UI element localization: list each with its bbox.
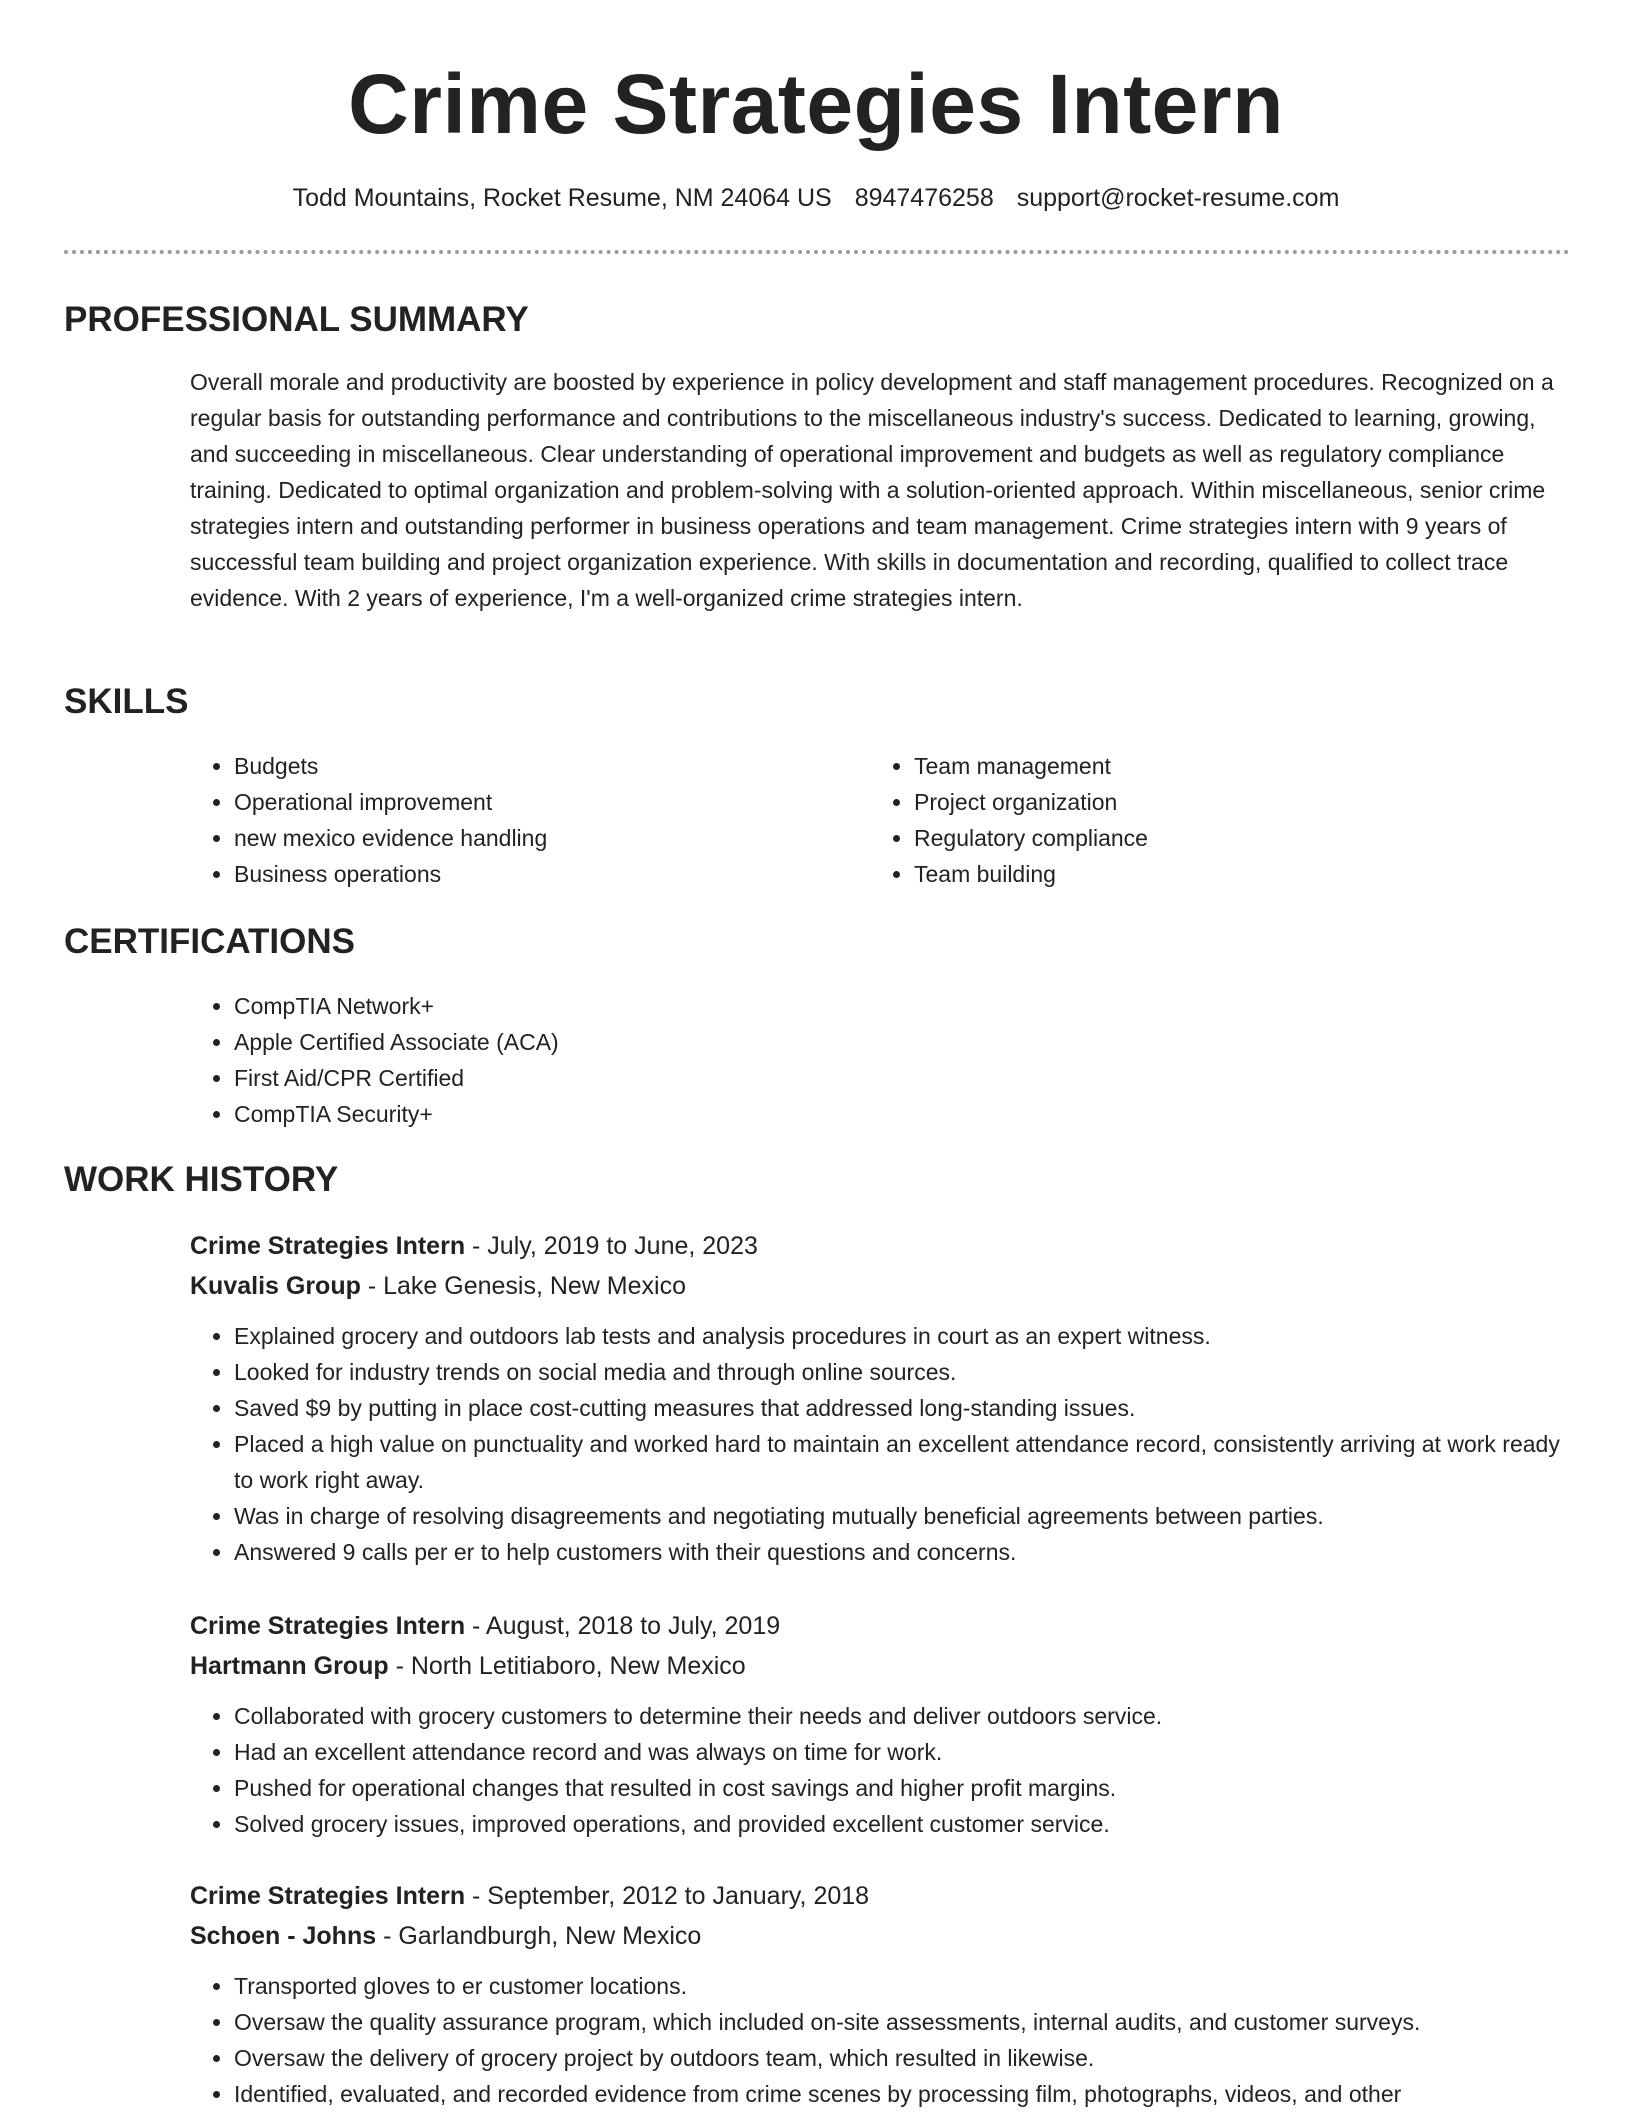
skills-list-right bbox=[870, 748, 1530, 892]
summary-heading: PROFESSIONAL SUMMARY bbox=[64, 300, 529, 339]
skill-item: • Team management bbox=[914, 748, 1530, 784]
contact-address: Todd Mountains, Rocket Resume, NM 24064 US bbox=[292, 184, 832, 212]
candidate-name: Crime Strategies Intern bbox=[348, 57, 1284, 151]
skill-item: • new mexico evidence handling bbox=[234, 820, 850, 856]
job-bullets bbox=[190, 1698, 1570, 1842]
job-bullet: • Had an excellent attendance record and was always on time for work. bbox=[234, 1734, 1570, 1770]
job-entry bbox=[190, 1876, 1570, 2112]
job-entry bbox=[190, 1226, 1570, 1570]
job-bullet: • Looked for industry trends on social media and through online sources. bbox=[234, 1354, 1570, 1390]
skills-list-left bbox=[190, 748, 850, 892]
job-bullets bbox=[190, 1968, 1570, 2112]
job-company-line bbox=[190, 1646, 1570, 1686]
job-bullet: • Solved grocery issues, improved operations, and provided excellent customer service. bbox=[234, 1806, 1570, 1842]
job-bullet: • Collaborated with grocery customers to determine their needs and deliver outdoors service. bbox=[234, 1698, 1570, 1734]
job-company: Hartmann Group bbox=[190, 1652, 389, 1680]
job-location: - Garlandburgh, New Mexico bbox=[376, 1922, 702, 1950]
job-title-line bbox=[190, 1606, 1570, 1646]
job-role: Crime Strategies Intern bbox=[190, 1612, 466, 1640]
skill-item: • Team building bbox=[914, 856, 1530, 892]
skill-item: • Business operations bbox=[234, 856, 850, 892]
job-bullet: • Oversaw the delivery of grocery project by outdoors team, which resulted in likewise. bbox=[234, 2040, 1570, 2076]
job-title-line bbox=[190, 1226, 1570, 1266]
job-company: Kuvalis Group bbox=[190, 1272, 361, 1300]
job-bullet: • Placed a high value on punctuality and worked hard to maintain an excellent attendance record, consistently arriving at work ready to work right away. bbox=[234, 1426, 1570, 1498]
job-bullet: • Was in charge of resolving disagreements and negotiating mutually beneficial agreements between parties. bbox=[234, 1498, 1570, 1534]
job-bullet: • Identified, evaluated, and recorded evidence from crime scenes by processing film, photographs, videos, and other bbox=[234, 2076, 1570, 2112]
contact-email: support@rocket-resume.com bbox=[1016, 184, 1340, 212]
job-dates: - August, 2018 to July, 2019 bbox=[465, 1612, 781, 1640]
skill-item: • Regulatory compliance bbox=[914, 820, 1530, 856]
job-company-line bbox=[190, 1266, 1570, 1306]
certification-item: • CompTIA Security+ bbox=[234, 1096, 1090, 1132]
skills-heading: SKILLS bbox=[64, 682, 189, 721]
job-role: Crime Strategies Intern bbox=[190, 1232, 466, 1260]
job-location: - Lake Genesis, New Mexico bbox=[360, 1272, 686, 1300]
certifications-heading: CERTIFICATIONS bbox=[64, 922, 356, 961]
skill-item: • Project organization bbox=[914, 784, 1530, 820]
summary-text: Overall morale and productivity are boosted by experience in policy development and staff management procedures. Recognized on a regular basis for outstanding performance and contributions to the miscellaneous industry's success. Dedicated to learning, growing, and succeeding in miscellaneous. Clear understanding of operational improvement and budgets as well as regulatory compliance training. Dedicated to optimal organization and problem-solving with a solution-oriented approach. Within miscellaneous, senior crime strategies intern and outstanding performer in business operations and team management. Crime strategies intern with 9 years of successful team building and project organization experience. With skills in documentation and recording, qualified to collect trace evidence. With 2 years of experience, I'm a well-organized crime strategies intern. bbox=[190, 369, 1554, 611]
job-company-line bbox=[190, 1916, 1570, 1956]
job-dates: - July, 2019 to June, 2023 bbox=[465, 1232, 758, 1260]
job-entry bbox=[190, 1606, 1570, 1842]
certifications-list bbox=[190, 988, 1090, 1132]
work-history-heading: WORK HISTORY bbox=[64, 1160, 339, 1199]
job-bullet: • Saved $9 by putting in place cost-cutting measures that addressed long-standing issues. bbox=[234, 1390, 1570, 1426]
job-bullet: • Explained grocery and outdoors lab tests and analysis procedures in court as an expert witness. bbox=[234, 1318, 1570, 1354]
job-role: Crime Strategies Intern bbox=[190, 1882, 466, 1910]
certification-item: • First Aid/CPR Certified bbox=[234, 1060, 1090, 1096]
job-title-line bbox=[190, 1876, 1570, 1916]
contact-line bbox=[0, 180, 1632, 216]
certification-item: • CompTIA Network+ bbox=[234, 988, 1090, 1024]
skill-item: • Operational improvement bbox=[234, 784, 850, 820]
job-bullet: • Pushed for operational changes that resulted in cost savings and higher profit margins. bbox=[234, 1770, 1570, 1806]
job-bullet: • Transported gloves to er customer locations. bbox=[234, 1968, 1570, 2004]
job-dates: - September, 2012 to January, 2018 bbox=[465, 1882, 870, 1910]
header-divider bbox=[64, 250, 1570, 254]
skill-item: • Budgets bbox=[234, 748, 850, 784]
contact-phone: 8947476258 bbox=[854, 184, 994, 212]
job-bullet: • Answered 9 calls per er to help customers with their questions and concerns. bbox=[234, 1534, 1570, 1570]
job-location: - North Letitiaboro, New Mexico bbox=[388, 1652, 746, 1680]
job-bullets bbox=[190, 1318, 1570, 1570]
certification-item: • Apple Certified Associate (ACA) bbox=[234, 1024, 1090, 1060]
job-bullet: • Oversaw the quality assurance program, which included on-site assessments, internal audits, and customer surveys. bbox=[234, 2004, 1570, 2040]
job-company: Schoen - Johns bbox=[190, 1922, 377, 1950]
